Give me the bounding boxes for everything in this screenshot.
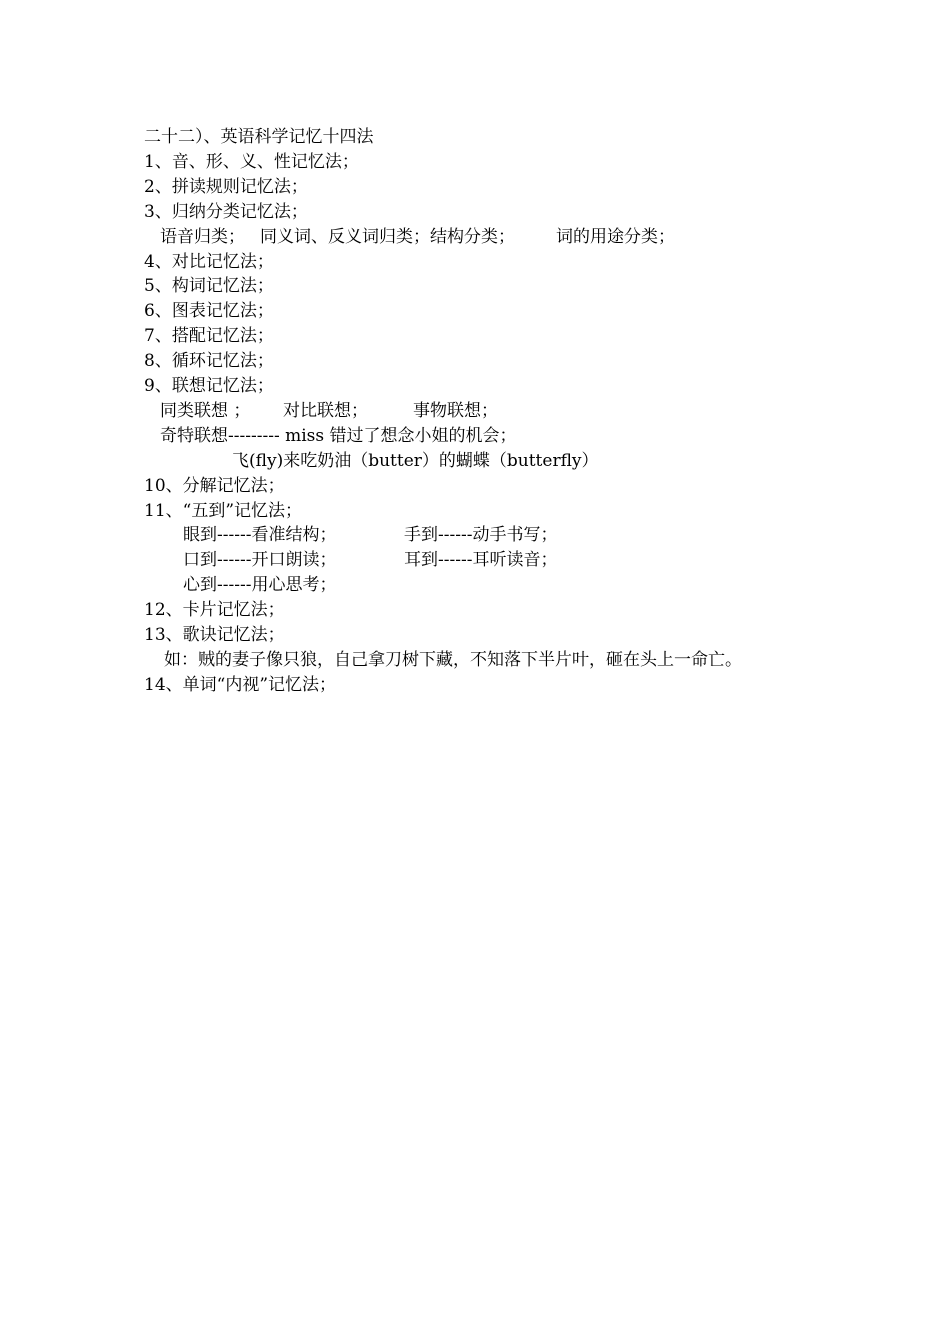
method-9-example-1: 奇特联想--------- miss 错过了想念小姐的机会；	[160, 426, 517, 446]
method-2: 2、拼读规则记忆法；	[144, 177, 308, 197]
subitem-usage: 词的用途分类；	[556, 227, 675, 247]
subitem-object: 事物联想；	[413, 401, 498, 421]
method-11: 11、“五到”记忆法；	[144, 501, 303, 521]
subitem-eyes: 眼到------看准结构；	[183, 525, 337, 545]
method-13: 13、歌诀记忆法；	[144, 625, 285, 645]
method-7: 7、搭配记忆法；	[144, 326, 274, 346]
method-12: 12、卡片记忆法；	[144, 600, 285, 620]
subitem-synonyms-structure: 同义词、反义词归类；结构分类；	[260, 227, 515, 247]
method-3: 3、归纳分类记忆法；	[144, 202, 308, 222]
subitem-hands: 手到------动手书写；	[404, 525, 558, 545]
method-1: 1、音、形、义、性记忆法；	[144, 152, 359, 172]
subitem-mouth: 口到------开口朗读；	[183, 550, 337, 570]
method-14: 14、单词“内视”记忆法；	[144, 675, 337, 695]
method-9-example-2: 飞(fly)来吃奶油（butter）的蝴蝶（butterfly）	[232, 451, 599, 471]
subitem-ears: 耳到------耳听读音；	[404, 550, 558, 570]
subitem-contrast: 对比联想；	[283, 401, 368, 421]
subitem-heart: 心到------用心思考；	[183, 575, 337, 595]
document-title: 二十二）、英语科学记忆十四法	[144, 127, 374, 147]
method-6: 6、图表记忆法；	[144, 301, 274, 321]
method-10: 10、分解记忆法；	[144, 476, 285, 496]
method-5: 5、构词记忆法；	[144, 276, 274, 296]
method-4: 4、对比记忆法；	[144, 252, 274, 272]
method-9: 9、联想记忆法；	[144, 376, 274, 396]
method-13-example: 如：贼的妻子像只狼，自己拿刀树下藏，不知落下半片叶，砸在头上一命亡。	[164, 650, 742, 670]
subitem-phonetic: 语音归类；	[160, 227, 245, 247]
subitem-similar: 同类联想 ；	[160, 401, 251, 421]
method-8: 8、循环记忆法；	[144, 351, 274, 371]
